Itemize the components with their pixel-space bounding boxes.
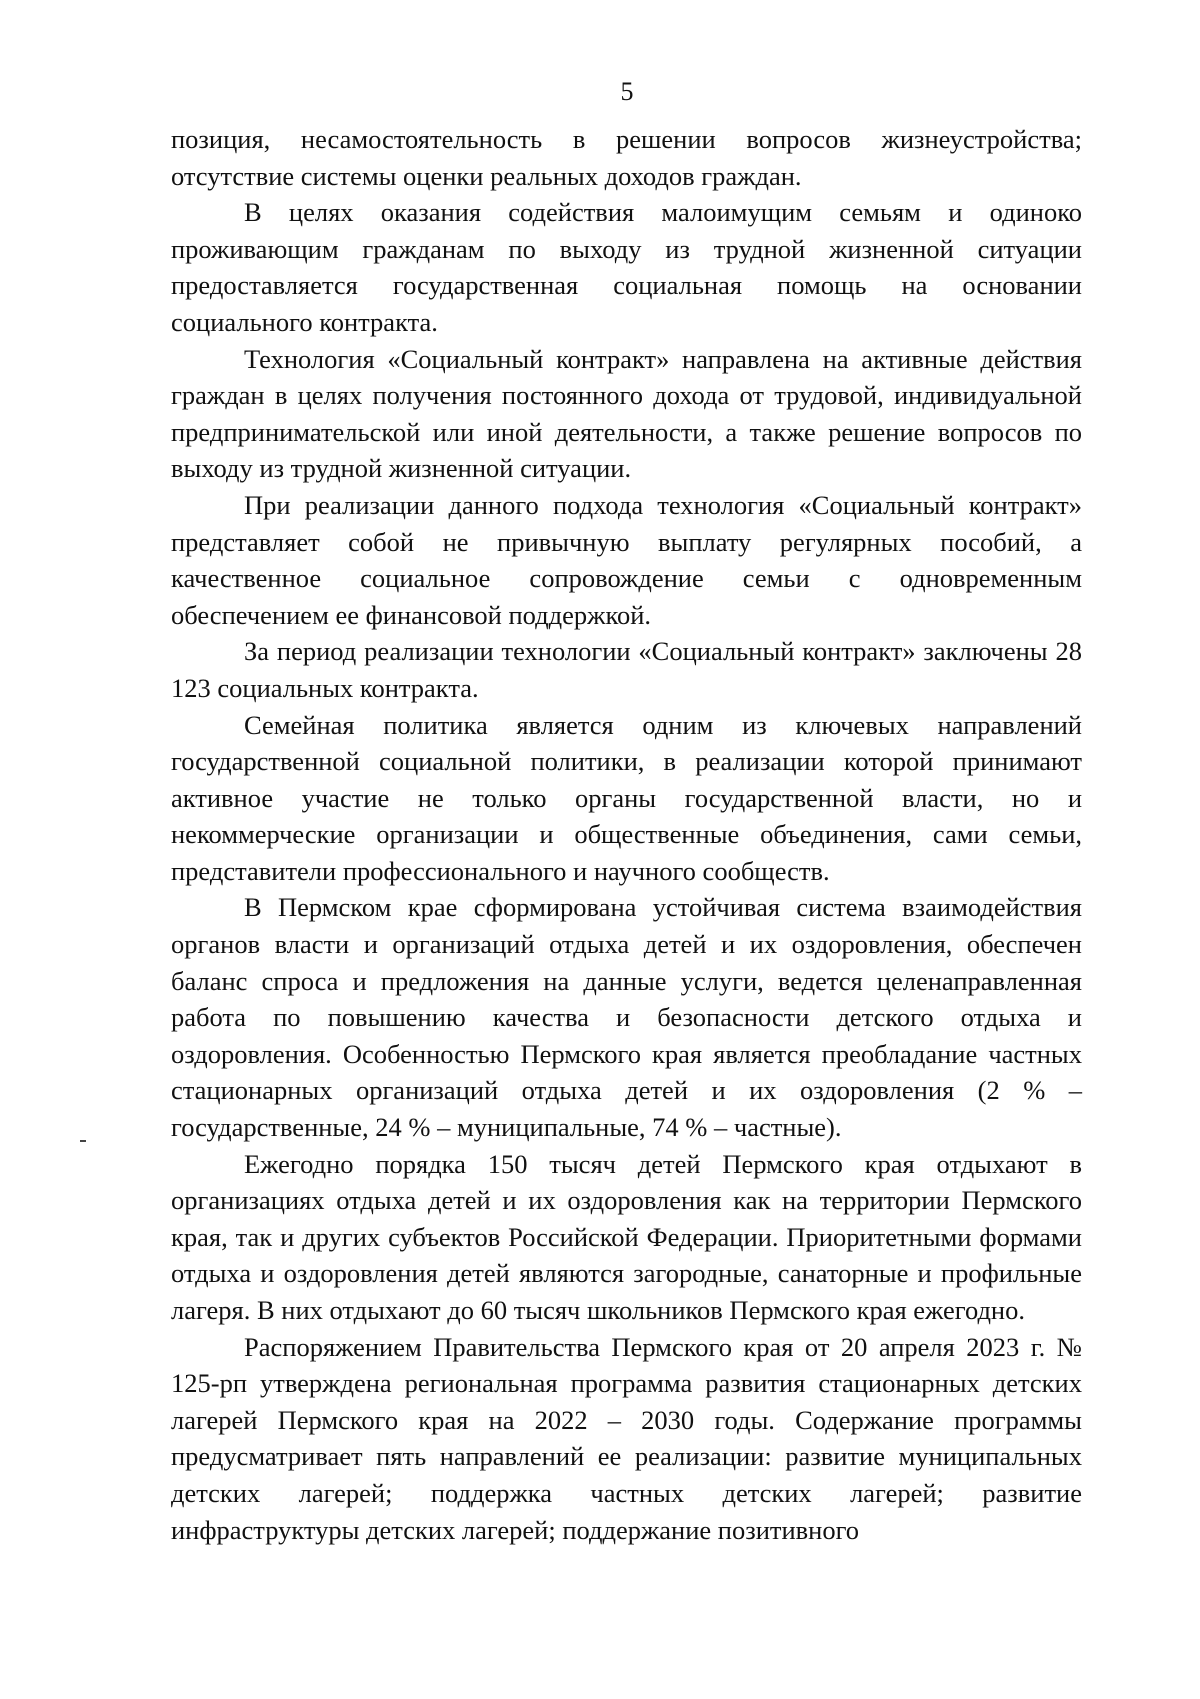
paragraph-3: Технология «Социальный контракт» направлена на активные действия граждан в целях получения постоянного дохода от трудовой, индивидуальной предпринимательской или иной деятельности, а также решение вопросов по выходу из трудной жизненной ситуации.	[171, 343, 1082, 484]
paragraph-2: В целях оказания содействия малоимущим семьям и одиноко проживающим гражданам по выходу из трудной жизненной ситуации предоставляется государственная социальная помощь на основании социального контракта.	[171, 197, 1082, 337]
paragraph-9: Распоряжением Правительства Пермского края от 20 апреля 2023 г. № 125-рп утверждена региональная программа развития стационарных детских лагерей Пермского края на 2022 – 2030 годы. Содержание программы предусматривает пять направлений ее реализации: развитие муниципальных детских лагерей; поддержка частных детских лагерей; развитие инфраструктуры детских лагерей; поддержание позитивного	[171, 1331, 1082, 1545]
paragraph-1: позиция, несамостоятельность в решении вопросов жизнеустройства; отсутствие системы оценки реальных доходов граждан.	[171, 124, 1082, 191]
paragraph-4: При реализации данного подхода технология «Социальный контракт» представляет собой не привычную выплату регулярных пособий, а качественное социальное сопровождение семьи с одновременным обеспечением ее финансовой поддержкой.	[171, 489, 1082, 630]
paragraph-7: В Пермском крае сформирована устойчивая система взаимодействия органов власти и организаций отдыха детей и их оздоровления, обеспечен баланс спроса и предложения на данные услуги, ведется целенаправленная работа по повышению качества и безопасности детского отдыха и оздоровления. Особенностью Пермского края является преобладание частных стационарных организаций отдыха детей и их оздоровления (2 % – государственные, 24 % – муниципальные, 74 % – частные).	[171, 892, 1082, 1143]
page-number: 5	[620, 77, 634, 106]
paragraph-6: Семейная политика является одним из ключевых направлений государственной социальной политики, в реализации которой принимают активное участие не только органы государственной власти, но и некоммерческие организации и общественные объединения, сами семьи, представители профессионального и научного сообществ.	[171, 709, 1082, 886]
scan-mark	[80, 1140, 86, 1142]
document-body	[171, 121, 1082, 1548]
paragraph-5: За период реализации технологии «Социальный контракт» заключены 28 123 социальных контракта.	[171, 636, 1082, 703]
paragraph-8: Ежегодно порядка 150 тысяч детей Пермского края отдыхают в организациях отдыха детей и их оздоровления как на территории Пермского края, так и других субъектов Российской Федерации. Приоритетными формами отдыха и оздоровления детей являются загородные, санаторные и профильные лагеря. В них отдыхают до 60 тысяч школьников Пермского края ежегодно.	[171, 1148, 1082, 1325]
